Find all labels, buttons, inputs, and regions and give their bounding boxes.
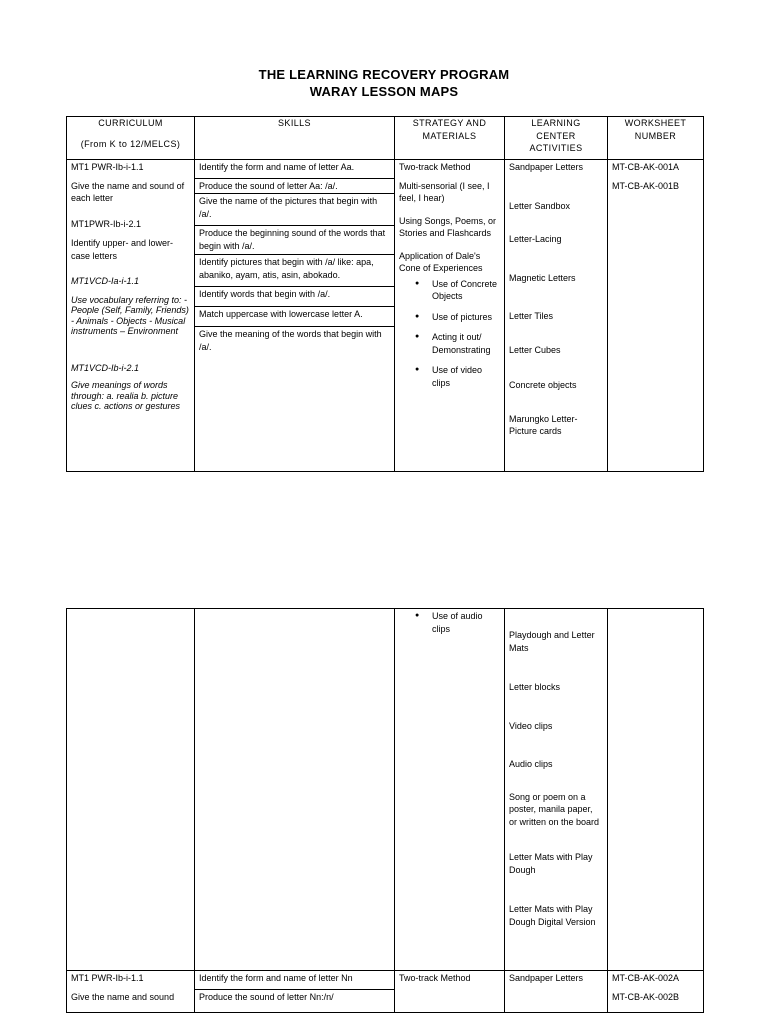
worksheet-cell [608,609,704,971]
header-curriculum: CURRICULUM (From K to 12/MELCS) [67,117,195,160]
activity-item: Letter Tiles [509,311,554,321]
skills-cell [195,971,395,1013]
worksheet-cell [608,160,704,472]
worksheet-number: MT-CB-AK-002A [612,973,680,983]
curriculum-code: MT1 PWR-Ib-i-1.1 [71,162,144,172]
strategy-item: Using Songs, Poems, or Stories and Flashcards [399,215,497,238]
activities-cell [505,160,608,472]
activity-item: Letter Mats with Play Dough [509,852,593,875]
strategy-cell [395,609,505,971]
curriculum-competency: Use vocabulary referring to: - People (Self, Family, Friends) - Animals - Objects - Musical instruments – Environment [71,294,189,336]
activity-item: Marungko Letter-Picture cards [509,413,578,436]
skill-item: Give the name of the pictures that begin with /a/. [195,194,394,226]
skills-cell [195,609,395,971]
list-item: ● Use of Concrete Objects [432,278,500,303]
curriculum-code: MT1VCD-Ib-i-2.1 [71,362,140,373]
activities-cell [505,609,608,971]
curriculum-code: MT1 PWR-Ib-i-1.1 [71,973,144,983]
skills-cell [195,160,395,472]
activity-item: Sandpaper Letters [509,973,584,983]
skill-item: Identify words that begin with /a/. [195,287,394,307]
activity-item: Letter Sandbox [509,200,571,211]
skill-item: Identify pictures that begin with /a/ like: apa, abaniko, ayam, atis, asin, abokado. [195,255,394,287]
curriculum-code: MT1VCD-Ia-i-1.1 [71,276,140,286]
lesson-map-table-2 [66,608,704,1013]
table-row [67,160,704,472]
header-strategy: STRATEGY AND MATERIALS [395,117,505,160]
curriculum-competency: Identify upper- and lower-case letters [71,238,174,261]
header-activities: LEARNING CENTER ACTIVITIES [505,117,608,160]
table-row [67,609,704,971]
curriculum-cell [67,971,195,1013]
curriculum-competency: Give the name and sound [71,991,175,1002]
strategy-item: Two-track Method [399,162,471,172]
header-curriculum-sub: (From K to 12/MELCS) [80,138,181,149]
strategy-item: Application of Dale's Cone of Experiences [399,250,483,273]
table-row [67,971,704,1013]
curriculum-cell [67,160,195,472]
list-item: ● Use of audio clips [432,610,500,635]
activity-item: Concrete objects [509,380,577,390]
document-subtitle: WARAY LESSON MAPS [309,84,459,99]
strategy-item: Two-track Method [399,973,471,983]
activity-item: Letter-Lacing [509,234,562,244]
header-skills: SKILLS [195,117,395,160]
list-item: ● Use of pictures [432,311,500,324]
activity-item: Magnetic Letters [509,272,576,283]
activity-item: Audio clips [509,759,553,769]
activity-item: Letter blocks [509,682,561,692]
strategy-bullet-list [399,610,500,635]
skill-item: Produce the beginning sound of the words that begin with /a/. [195,226,394,255]
skill-item: Produce the sound of letter Aa: /a/. [195,179,394,194]
strategy-item: Multi-sensorial (I see, I feel, I hear) [399,180,490,203]
list-item: ● Acting it out/ Demonstrating [432,331,500,356]
activity-item: Song or poem on a poster, manila paper, or written on the board [509,791,600,827]
strategy-cell [395,160,505,472]
worksheet-cell [608,971,704,1013]
lesson-map-table-1 [66,116,704,472]
worksheet-number: MT-CB-AK-001A [612,162,680,172]
activity-item: Letter Cubes [509,344,561,355]
activity-item: Sandpaper Letters [509,162,584,172]
activity-item: Video clips [509,720,553,731]
skill-item: Produce the sound of letter Nn:/n/ [199,992,334,1002]
activity-item: Letter Mats with Play Dough Digital Version [509,904,596,927]
header-worksheet: WORKSHEET NUMBER [608,117,704,160]
list-item: ● Use of video clips [432,364,500,389]
curriculum-code: MT1PWR-Ib-i-2.1 [71,218,142,229]
activity-item: Playdough and Letter Mats [509,630,595,653]
document-title: THE LEARNING RECOVERY PROGRAM [258,67,510,82]
skill-item: Identify the form and name of letter Aa. [195,160,394,179]
strategy-cell [395,971,505,1013]
activities-cell [505,971,608,1013]
skill-item: Give the meaning of the words that begin with /a/. [199,329,382,352]
curriculum-competency: Give meanings of words through: a. realia b. picture clues c. actions or gestures [71,380,181,411]
strategy-bullet-list [399,278,500,390]
table-header-row [67,117,704,160]
worksheet-number: MT-CB-AK-002B [612,991,680,1002]
curriculum-cell [67,609,195,971]
skill-item: Match uppercase with lowercase letter A. [195,307,394,327]
curriculum-competency: Give the name and sound of each letter [71,180,185,203]
skill-item: Identify the form and name of letter Nn [195,971,394,990]
worksheet-number: MT-CB-AK-001B [612,180,680,191]
